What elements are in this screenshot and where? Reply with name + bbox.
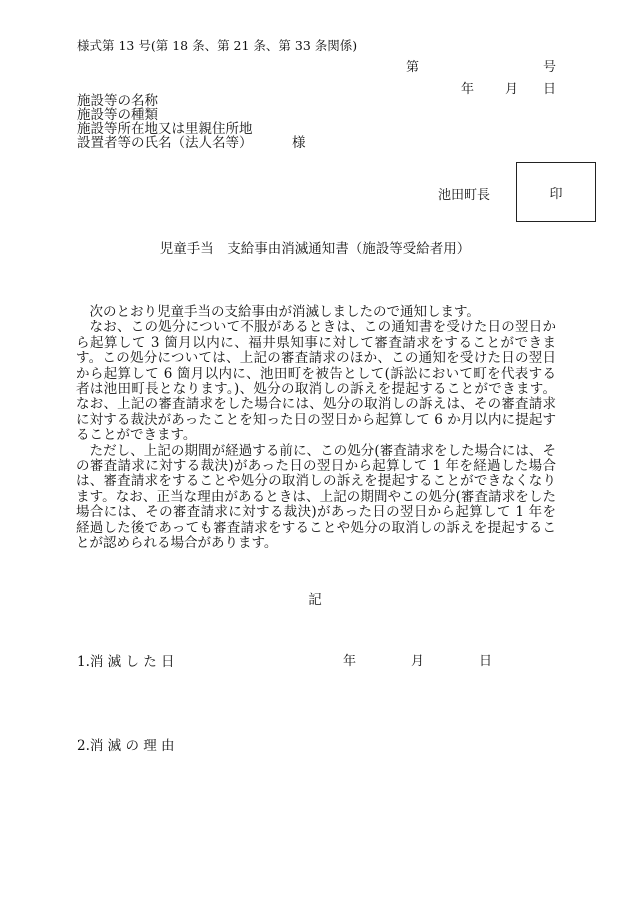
cessation-reason-label: 2.消 滅 の 理 由 [77, 738, 175, 754]
document-number-prefix: 第 [406, 60, 420, 75]
facility-type-label: 施設等の種類 [77, 107, 158, 123]
seal-label: 印 [549, 186, 563, 202]
cessation-date-day: 日 [479, 654, 493, 669]
body-paragraph-2: なお、この処分について不服があるときは、この通知書を受けた日の翌日から起算して 3 箇月以内に、福井県知事に対して審査請求をすることができます。この処分については、上記の審査請求のほか、この通知を受けた日の翌日から起算して 6 箇月以内に、池田町を被告として(訴訟において町を代表する者は池田町長となります。)、処分の取消しの訴えを提起することができます。なお、上記の審査請求をした場合には、処分の取消しの訴えは、その審査請求に対する裁決があったことを知った日の翌日から起算して 6 か月以内に提起することができます。 [76, 319, 556, 444]
issue-date-day: 日 [543, 82, 557, 97]
issue-date-year: 年 [461, 82, 475, 97]
issue-date-month: 月 [505, 82, 519, 97]
document-title: 児童手当 支給事由消滅通知書（施設等受給者用） [159, 241, 471, 257]
ki-heading: 記 [308, 592, 322, 608]
installer-name-label: 設置者等の氏名（法人名等） [77, 135, 253, 151]
document-number-suffix: 号 [543, 60, 557, 75]
honorific: 様 [292, 135, 306, 151]
issuer-title: 池田町長 [438, 188, 491, 203]
form-number: 様式第 13 号(第 18 条、第 21 条、第 33 条関係) [77, 38, 358, 53]
body-paragraph-3: ただし、上記の期間が経過する前に、この処分(審査請求をした場合には、その審査請求に対する裁決)があった日の翌日から起算して 1 年を経過した場合は、審査請求をすることや処分の取消しの訴えを提起することができなくなります。なお、正当な理由があるときは、上記の期間やこの処分(審査請求をした場合には、その審査請求に対する裁決)があった日の翌日から起算して 1 年を経過した後であっても審査請求をすることや処分の取消しの訴えを提起することが認められる場合があります。 [76, 442, 556, 552]
cessation-date-year: 年 [343, 654, 357, 669]
cessation-date-month: 月 [411, 654, 425, 669]
cessation-date-label: 1.消 滅 し た 日 [77, 654, 175, 670]
seal-box [516, 162, 596, 222]
notice-body [76, 305, 556, 552]
facility-location-label: 施設等所在地又は里親住所地 [77, 121, 253, 137]
body-paragraph-1: 次のとおり児童手当の支給事由が消滅しましたので通知します。 [89, 304, 480, 320]
facility-name-label: 施設等の名称 [77, 93, 158, 109]
